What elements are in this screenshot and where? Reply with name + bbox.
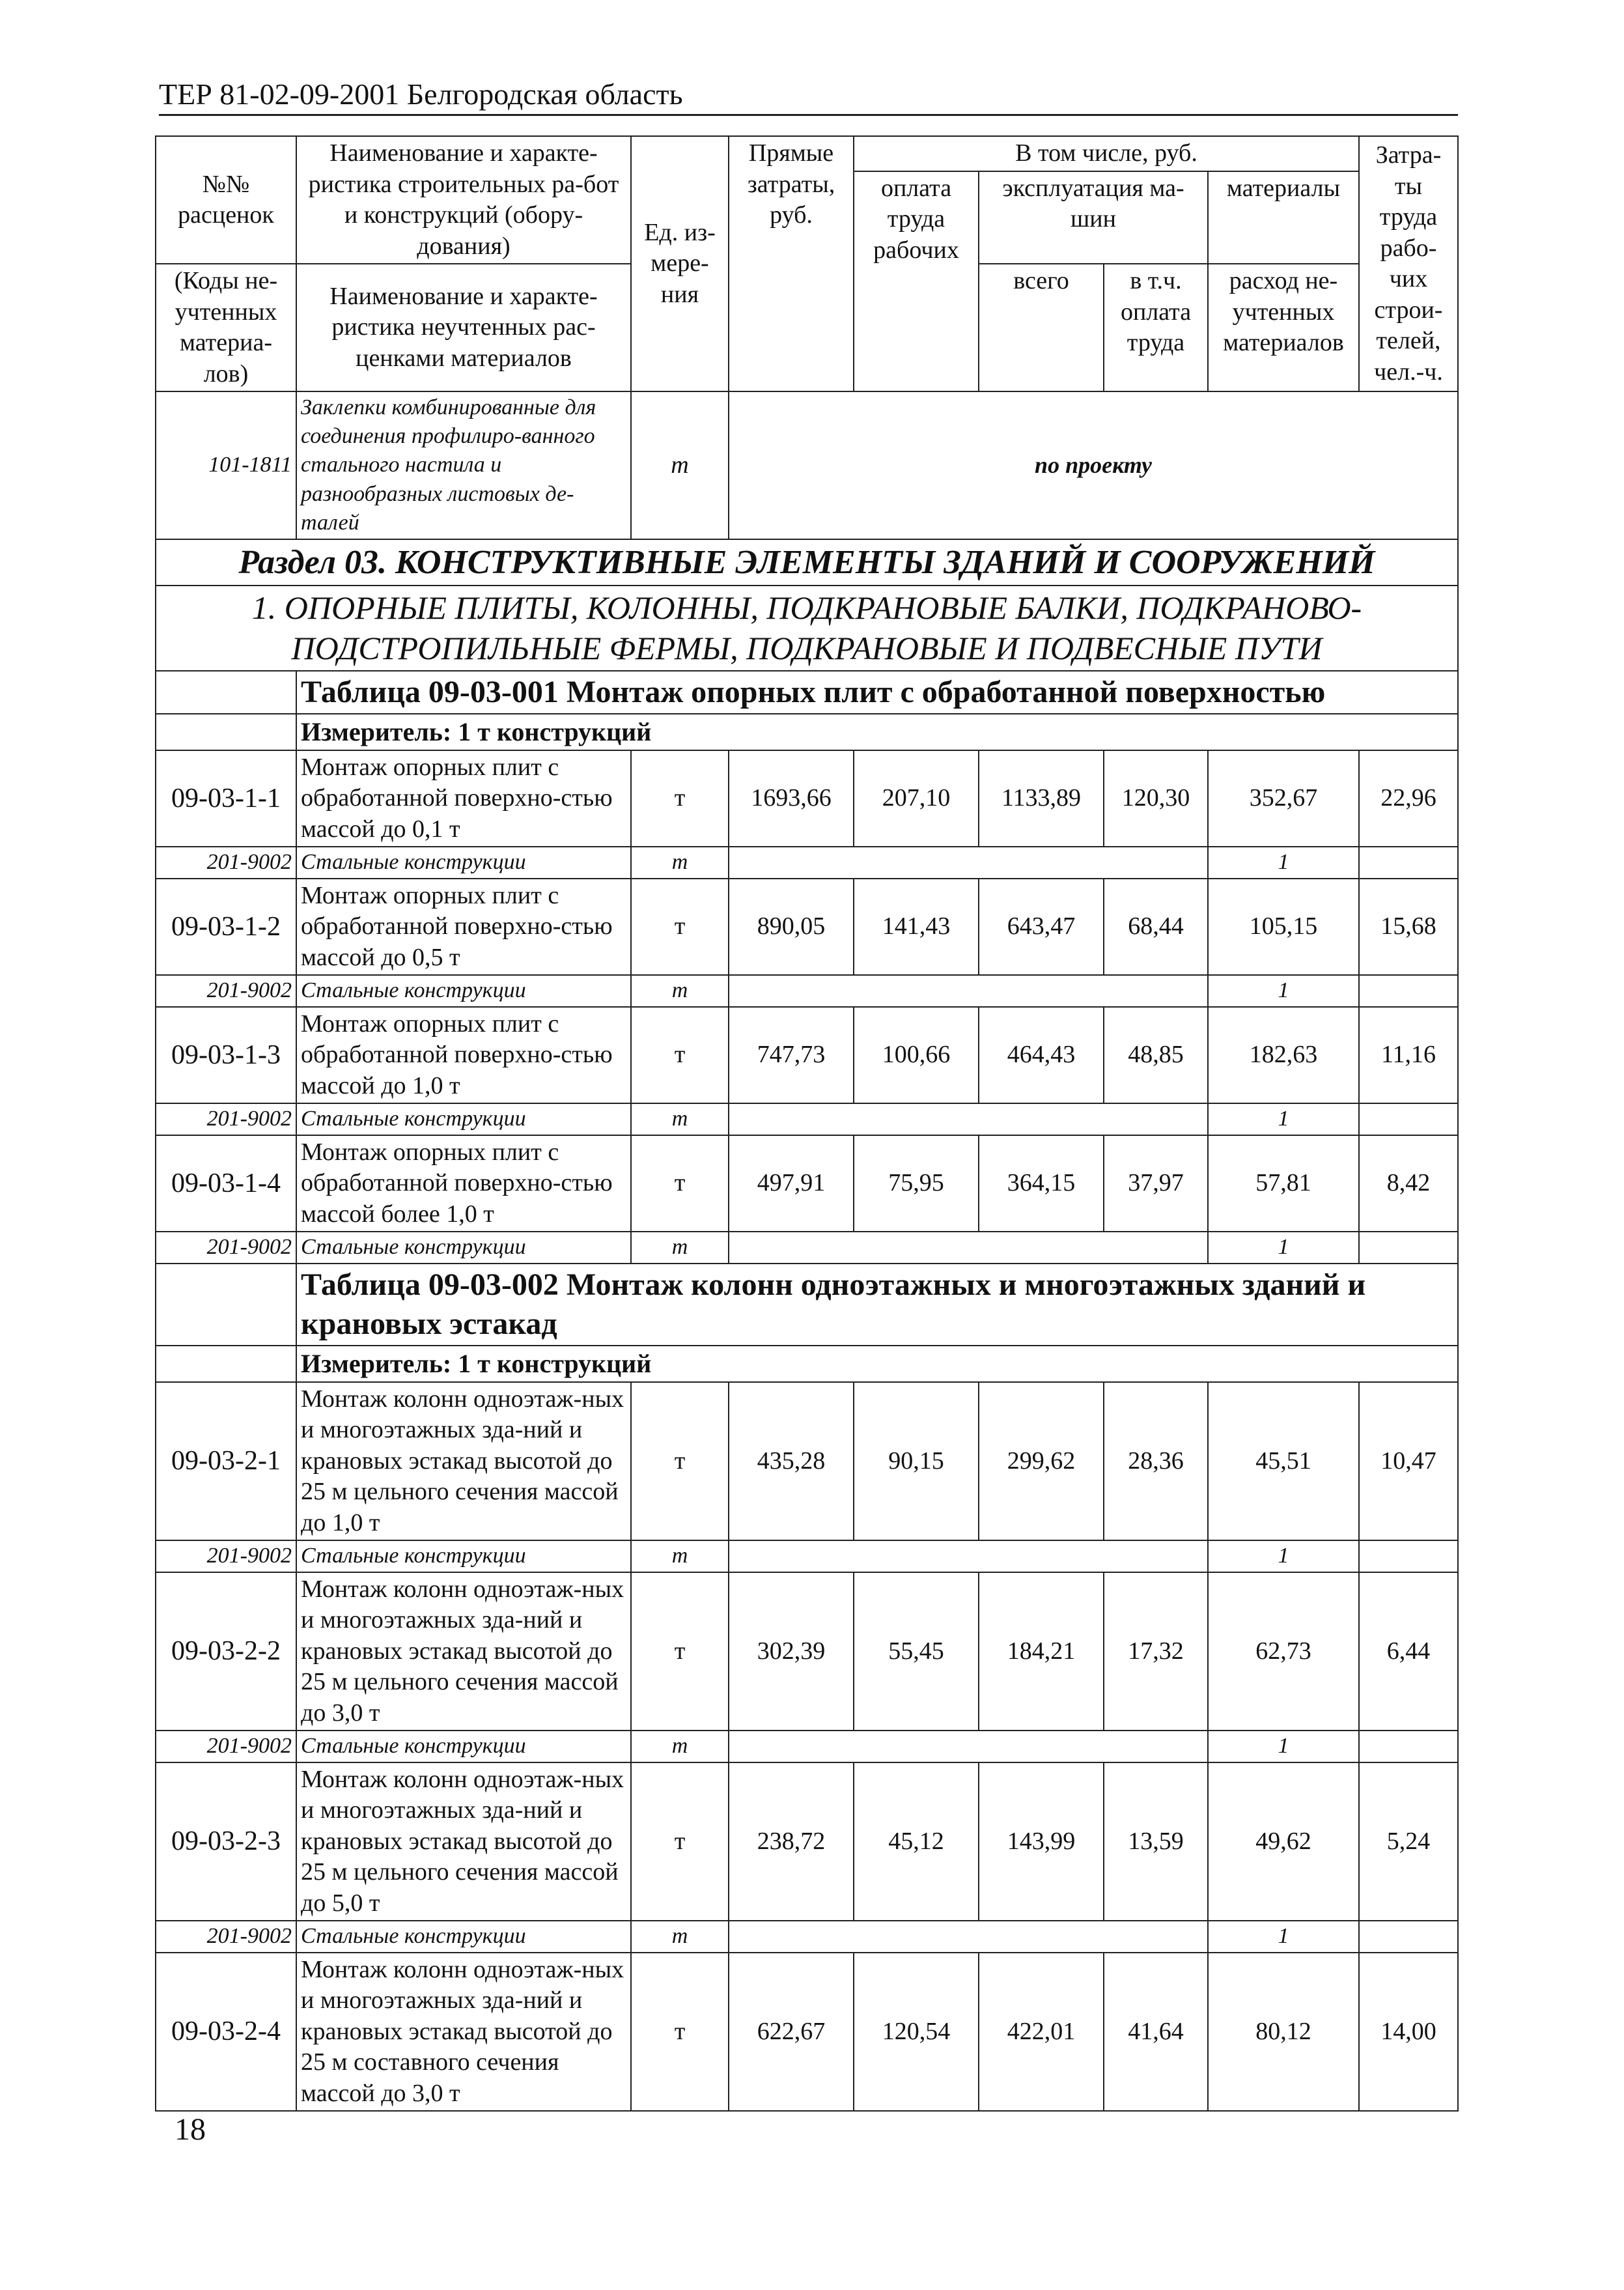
top-material-name: Заклепки комбинированные для соединения профилиро-ванного стального настила и разнообразных листовых де-талей (296, 391, 631, 539)
material-name: Стальные конструкции (296, 847, 631, 879)
header-machines-labor: в т.ч. оплата труда (1104, 264, 1208, 391)
material-qty: 1 (1208, 1921, 1359, 1953)
header-code: №№ расценок (156, 136, 296, 264)
rate-mach-labor: 37,97 (1104, 1135, 1208, 1232)
header-labor-costs: Затра-ты труда рабо-чих строи-телей, чел.-ч. (1359, 136, 1458, 391)
material-blank (729, 1232, 1208, 1264)
header-materials: материалы (1208, 171, 1359, 264)
rate-mat: 45,51 (1208, 1382, 1359, 1541)
material-code: 201-9002 (156, 847, 296, 879)
empty-cell (156, 1264, 296, 1346)
rate-hours: 8,42 (1359, 1135, 1458, 1232)
header-row-1 (156, 136, 1458, 171)
rate-unit: т (631, 879, 729, 976)
header-direct-costs: Прямые затраты, руб. (729, 136, 854, 391)
material-unit: т (631, 847, 729, 879)
rate-mat: 49,62 (1208, 1762, 1359, 1921)
empty-cell (156, 714, 296, 750)
material-blank (1359, 975, 1458, 1007)
material-code: 201-9002 (156, 975, 296, 1007)
material-name: Стальные конструкции (296, 1540, 631, 1572)
material-unit: т (631, 975, 729, 1007)
header-materials-consumption: расход не-учтенных материалов (1208, 264, 1359, 391)
material-code: 201-9002 (156, 1540, 296, 1572)
material-blank (1359, 847, 1458, 879)
rates-table (155, 135, 1459, 2112)
material-name: Стальные конструкции (296, 1103, 631, 1135)
rate-hours: 11,16 (1359, 1007, 1458, 1104)
section-title: Раздел 03. КОНСТРУКТИВНЫЕ ЭЛЕМЕНТЫ ЗДАНИЙ И СООРУЖЕНИЙ (156, 539, 1458, 586)
material-blank (729, 1540, 1208, 1572)
rate-row (156, 1572, 1458, 1731)
material-blank (1359, 1731, 1458, 1762)
material-row (156, 1232, 1458, 1264)
rate-unit: т (631, 1762, 729, 1921)
material-code: 201-9002 (156, 1731, 296, 1762)
top-material-row (156, 391, 1458, 539)
rate-row (156, 879, 1458, 976)
rate-mach: 643,47 (979, 879, 1104, 976)
rate-labor: 55,45 (854, 1572, 979, 1731)
rate-labor: 141,43 (854, 879, 979, 976)
section-title-row (156, 539, 1458, 586)
material-row (156, 847, 1458, 879)
rate-code: 09-03-1-1 (156, 750, 296, 847)
rate-row (156, 1135, 1458, 1232)
rate-hours: 14,00 (1359, 1953, 1458, 2112)
table-title-row (156, 671, 1458, 714)
rate-name: Монтаж опорных плит с обработанной поверхно-стью массой до 0,5 т (296, 879, 631, 976)
material-blank (1359, 1540, 1458, 1572)
material-qty: 1 (1208, 1731, 1359, 1762)
rate-code: 09-03-1-3 (156, 1007, 296, 1104)
rate-hours: 22,96 (1359, 750, 1458, 847)
rate-labor: 45,12 (854, 1762, 979, 1921)
header-labor-pay: оплата труда рабочих (854, 171, 979, 392)
material-code: 201-9002 (156, 1232, 296, 1264)
rate-name: Монтаж опорных плит с обработанной поверхно-стью массой до 0,1 т (296, 750, 631, 847)
material-qty: 1 (1208, 1540, 1359, 1572)
material-name: Стальные конструкции (296, 1232, 631, 1264)
rate-direct: 747,73 (729, 1007, 854, 1104)
top-material-code: 101-1811 (156, 391, 296, 539)
rate-code: 09-03-2-4 (156, 1953, 296, 2112)
table-measure: Измеритель: 1 т конструкций (296, 1346, 1458, 1382)
rate-unit: т (631, 1953, 729, 2112)
subsection-title: 1. ОПОРНЫЕ ПЛИТЫ, КОЛОННЫ, ПОДКРАНОВЫЕ БАЛКИ, ПОДКРАНОВО-ПОДСТРОПИЛЬНЫЕ ФЕРМЫ, ПОДКРАНОВЫЕ И ПОДВЕСНЫЕ ПУТИ (156, 586, 1458, 671)
material-blank (1359, 1921, 1458, 1953)
material-blank (729, 1921, 1208, 1953)
material-qty: 1 (1208, 975, 1359, 1007)
header-name-unaccounted: Наименование и характе-ристика неучтенных рас-ценками материалов (296, 264, 631, 391)
material-code: 201-9002 (156, 1921, 296, 1953)
rate-direct: 238,72 (729, 1762, 854, 1921)
rate-unit: т (631, 1135, 729, 1232)
rate-hours: 15,68 (1359, 879, 1458, 976)
rate-labor: 207,10 (854, 750, 979, 847)
material-blank (729, 1103, 1208, 1135)
material-code: 201-9002 (156, 1103, 296, 1135)
rate-mach: 364,15 (979, 1135, 1104, 1232)
rate-mach-labor: 68,44 (1104, 879, 1208, 976)
empty-cell (156, 1346, 296, 1382)
table-title-row (156, 1264, 1458, 1346)
material-unit: т (631, 1232, 729, 1264)
material-name: Стальные конструкции (296, 1921, 631, 1953)
material-blank (1359, 1232, 1458, 1264)
empty-cell (156, 671, 296, 714)
rate-code: 09-03-1-4 (156, 1135, 296, 1232)
rate-labor: 100,66 (854, 1007, 979, 1104)
rate-hours: 10,47 (1359, 1382, 1458, 1541)
material-row (156, 1103, 1458, 1135)
rate-direct: 435,28 (729, 1382, 854, 1541)
top-material-unit: т (631, 391, 729, 539)
measure-row (156, 714, 1458, 750)
page-number: 18 (175, 2112, 206, 2147)
rate-name: Монтаж колонн одноэтаж-ных и многоэтажных зда-ний и крановых эстакад высотой до 25 м цельного сечения массой до 3,0 т (296, 1572, 631, 1731)
rate-mat: 62,73 (1208, 1572, 1359, 1731)
material-unit: т (631, 1540, 729, 1572)
material-blank (729, 847, 1208, 879)
measure-row (156, 1346, 1458, 1382)
rate-mach-labor: 41,64 (1104, 1953, 1208, 2112)
material-row (156, 1731, 1458, 1762)
material-row (156, 975, 1458, 1007)
rate-mach-labor: 28,36 (1104, 1382, 1208, 1541)
rate-mat: 80,12 (1208, 1953, 1359, 2112)
material-blank (729, 1731, 1208, 1762)
material-row (156, 1540, 1458, 1572)
rate-row (156, 750, 1458, 847)
header-including: В том числе, руб. (854, 136, 1359, 171)
material-unit: т (631, 1921, 729, 1953)
rate-mach-labor: 120,30 (1104, 750, 1208, 847)
table-title: Таблица 09-03-002 Монтаж колонн одноэтажных и многоэтажных зданий и крановых эстакад (296, 1264, 1458, 1346)
material-row (156, 1921, 1458, 1953)
material-unit: т (631, 1103, 729, 1135)
top-material-note: по проекту (729, 391, 1458, 539)
header-name: Наименование и характе-ристика строительных ра-бот и конструкций (обору-дования) (296, 136, 631, 264)
rate-row (156, 1762, 1458, 1921)
material-blank (729, 975, 1208, 1007)
header-unit: Ед. из-мере-ния (631, 136, 729, 391)
rate-mach: 184,21 (979, 1572, 1104, 1731)
rate-unit: т (631, 1572, 729, 1731)
rate-unit: т (631, 1007, 729, 1104)
rate-mach: 299,62 (979, 1382, 1104, 1541)
header-machines-total: всего (979, 264, 1104, 391)
header-machines: эксплуатация ма-шин (979, 171, 1208, 264)
rate-direct: 622,67 (729, 1953, 854, 2112)
rate-code: 09-03-1-2 (156, 879, 296, 976)
material-name: Стальные конструкции (296, 975, 631, 1007)
rate-mach-labor: 48,85 (1104, 1007, 1208, 1104)
rate-hours: 6,44 (1359, 1572, 1458, 1731)
rate-unit: т (631, 1382, 729, 1541)
rate-name: Монтаж опорных плит с обработанной поверхно-стью массой более 1,0 т (296, 1135, 631, 1232)
material-qty: 1 (1208, 1232, 1359, 1264)
header-codes-unaccounted: (Коды не-учтенных материа-лов) (156, 264, 296, 391)
subsection-title-row (156, 586, 1458, 671)
material-qty: 1 (1208, 1103, 1359, 1135)
rate-name: Монтаж колонн одноэтаж-ных и многоэтажных зда-ний и крановых эстакад высотой до 25 м составного сечения массой до 3,0 т (296, 1953, 631, 2112)
rate-name: Монтаж опорных плит с обработанной поверхно-стью массой до 1,0 т (296, 1007, 631, 1104)
rate-hours: 5,24 (1359, 1762, 1458, 1921)
rate-direct: 497,91 (729, 1135, 854, 1232)
rate-name: Монтаж колонн одноэтаж-ных и многоэтажных зда-ний и крановых эстакад высотой до 25 м цельного сечения массой до 5,0 т (296, 1762, 631, 1921)
rate-labor: 120,54 (854, 1953, 979, 2112)
rate-code: 09-03-2-2 (156, 1572, 296, 1731)
rate-unit: т (631, 750, 729, 847)
rate-code: 09-03-2-1 (156, 1382, 296, 1541)
material-unit: т (631, 1731, 729, 1762)
rate-mach: 1133,89 (979, 750, 1104, 847)
rate-mach: 422,01 (979, 1953, 1104, 2112)
table-measure: Измеритель: 1 т конструкций (296, 714, 1458, 750)
material-qty: 1 (1208, 847, 1359, 879)
rate-direct: 890,05 (729, 879, 854, 976)
rate-mach: 143,99 (979, 1762, 1104, 1921)
page-header: ТЕР 81-02-09-2001 Белгородская область (159, 77, 1458, 116)
rate-row (156, 1007, 1458, 1104)
rate-mach-labor: 13,59 (1104, 1762, 1208, 1921)
material-blank (1359, 1103, 1458, 1135)
rate-name: Монтаж колонн одноэтаж-ных и многоэтажных зда-ний и крановых эстакад высотой до 25 м цельного сечения массой до 1,0 т (296, 1382, 631, 1541)
rate-row (156, 1382, 1458, 1541)
rate-direct: 1693,66 (729, 750, 854, 847)
rate-row (156, 1953, 1458, 2112)
rate-mat: 57,81 (1208, 1135, 1359, 1232)
rate-mat: 182,63 (1208, 1007, 1359, 1104)
rate-labor: 90,15 (854, 1382, 979, 1541)
rate-mach-labor: 17,32 (1104, 1572, 1208, 1731)
table-title: Таблица 09-03-001 Монтаж опорных плит с обработанной поверхностью (296, 671, 1458, 714)
rate-direct: 302,39 (729, 1572, 854, 1731)
rate-labor: 75,95 (854, 1135, 979, 1232)
rate-mat: 352,67 (1208, 750, 1359, 847)
rate-mat: 105,15 (1208, 879, 1359, 976)
material-name: Стальные конструкции (296, 1731, 631, 1762)
rate-code: 09-03-2-3 (156, 1762, 296, 1921)
rate-mach: 464,43 (979, 1007, 1104, 1104)
